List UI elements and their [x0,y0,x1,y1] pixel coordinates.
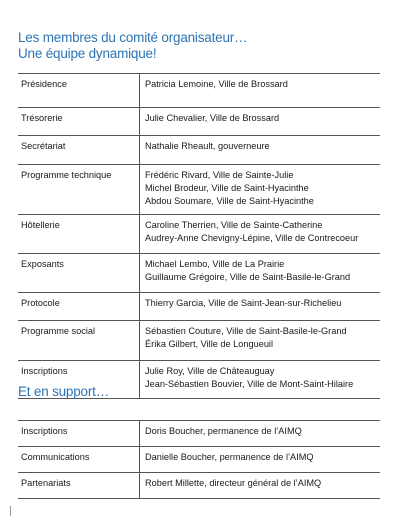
table-row [18,447,380,473]
table-row [18,215,380,254]
committee-heading [18,30,247,62]
members-cell [140,215,381,254]
members-cell [140,293,381,321]
role-cell: Inscriptions [18,361,140,399]
member-line: Sébastien Couture, Ville de Saint-Basile-le-Grand [145,326,347,336]
role-cell: Programme social [18,321,140,361]
members-cell [140,165,381,215]
member-line: Nathalie Rheault, gouverneure [145,141,270,151]
member-line: Abdou Soumare, Ville de Saint-Hyacinthe [145,196,314,206]
role-cell: Secrétariat [18,136,140,165]
table-row [18,108,380,136]
member-line: Jean-Sébastien Bouvier, Ville de Mont-Saint-Hilaire [145,379,354,389]
table-row [18,321,380,361]
table-row [18,421,380,447]
table-row [18,165,380,215]
committee-heading-line2: Une équipe dynamique! [18,46,157,61]
members-cell [140,361,381,399]
role-cell: Exposants [18,254,140,293]
role-cell: Hôtellerie [18,215,140,254]
member-line: Patricia Lemoine, Ville de Brossard [145,79,288,89]
table-row [18,473,380,499]
role-cell: Présidence [18,74,140,108]
member-line: Michael Lembo, Ville de La Prairie [145,259,285,269]
members-cell [140,254,381,293]
table-row [18,74,380,108]
member-line: Julie Roy, Ville de Châteauguay [145,366,275,376]
member-line: Guillaume Grégoire, Ville de Saint-Basile-le-Grand [145,272,351,282]
role-cell: Partenariats [18,473,140,499]
members-cell [140,74,381,108]
role-cell: Trésorerie [18,108,140,136]
committee-table [18,73,380,399]
member-line: Frédéric Rivard, Ville de Sainte-Julie [145,170,294,180]
member-line: Caroline Therrien, Ville de Sainte-Catherine [145,220,323,230]
committee-heading-line1: Les membres du comité organisateur… [18,30,248,45]
table-row [18,136,380,165]
table-row [18,293,380,321]
role-cell: Protocole [18,293,140,321]
role-cell: Communications [18,447,140,473]
member-line: Doris Boucher, permanence de l’AIMQ [145,426,302,436]
members-cell [140,447,381,473]
support-heading: Et en support… [18,384,110,399]
members-cell [140,136,381,165]
members-cell [140,108,381,136]
member-line: Robert Millette, directeur général de l’AIMQ [145,478,322,488]
members-cell [140,473,381,499]
member-line: Thierry Garcia, Ville de Saint-Jean-sur-Richelieu [145,298,342,308]
member-line: Michel Brodeur, Ville de Saint-Hyacinthe [145,183,309,193]
member-line: Audrey-Anne Chevigny-Lépine, Ville de Contrecoeur [145,233,359,243]
table-row [18,254,380,293]
role-cell: Programme technique [18,165,140,215]
member-line: Danielle Boucher, permanence de l’AIMQ [145,452,314,462]
members-cell [140,321,381,361]
member-line: Érika Gilbert, Ville de Longueuil [145,339,274,349]
margin-divider [10,506,11,516]
support-table [18,420,380,499]
members-cell [140,421,381,447]
member-line: Julie Chevalier, Ville de Brossard [145,113,280,123]
role-cell: Inscriptions [18,421,140,447]
